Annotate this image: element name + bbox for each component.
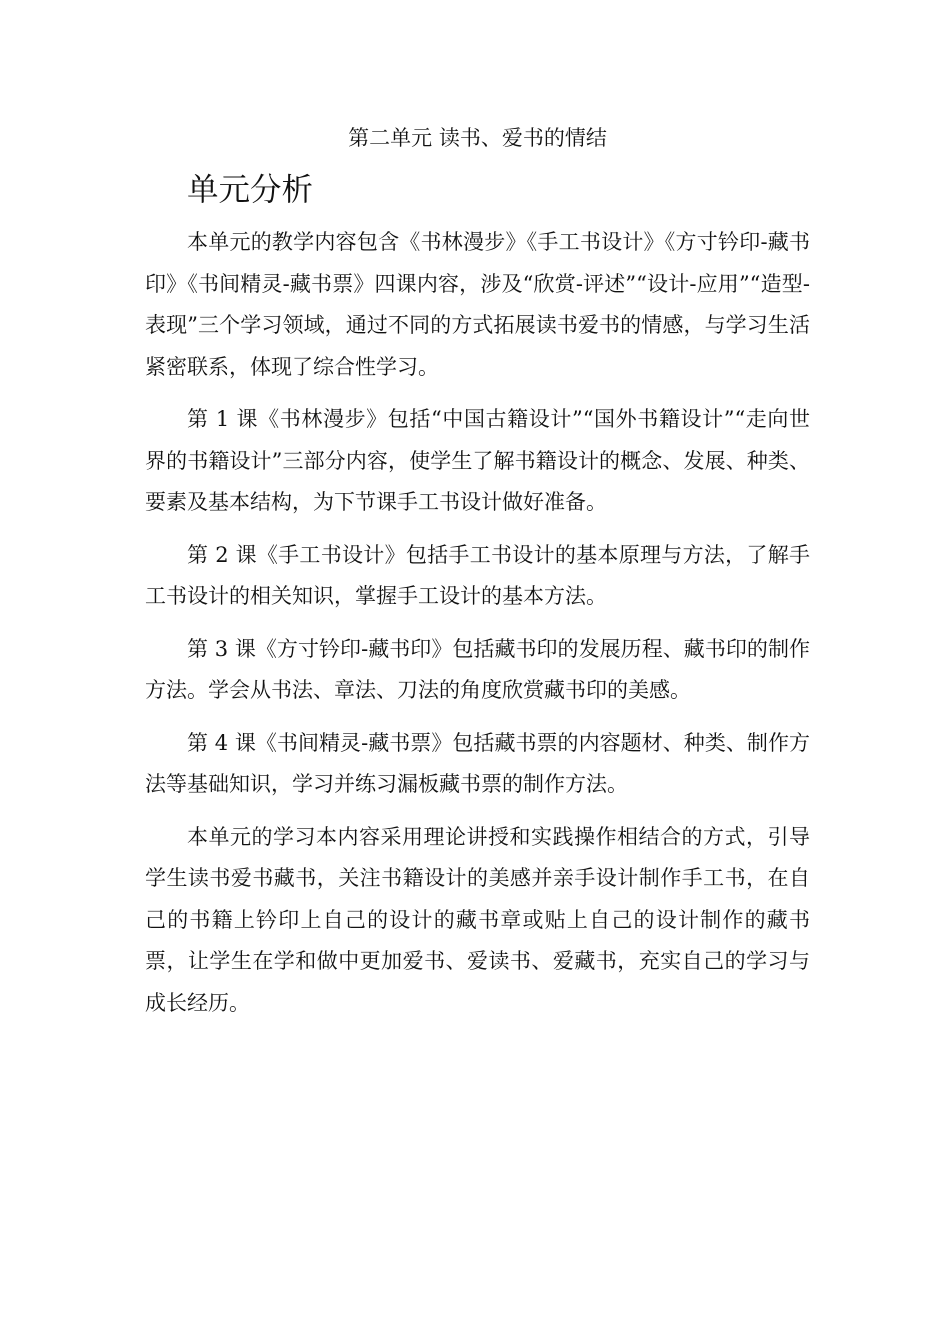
- paragraph-unit-method: 本单元的学习本内容采用理论讲授和实践操作相结合的方式，引导学生读书爱书藏书，关注书籍设计的美感并亲手设计制作手工书，在自己的书籍上钤印上自己的设计的藏书章或贴上自己的设计制作的藏书票，让学生在学和做中更加爱书、爱读书、爱藏书，充实自己的学习与成长经历。: [145, 824, 810, 1015]
- document-body: [145, 118, 810, 1035]
- paragraph-unit-overview: 本单元的教学内容包含《书林漫步》《手工书设计》《方寸钤印-藏书印》《书间精灵-藏书票》四课内容，涉及“欣赏-评述”“设计-应用”“造型-表现”三个学习领域，通过不同的方式拓展读书爱书的情感，与学习生活紧密联系，体现了综合性学习。: [145, 230, 810, 379]
- paragraph-lesson-2: 第 2 课《手工书设计》包括手工书设计的基本原理与方法，了解手工书设计的相关知识，掌握手工设计的基本方法。: [145, 542, 810, 608]
- paragraph-lesson-1: 第 1 课《书林漫步》包括“中国古籍设计”“国外书籍设计”“走向世界的书籍设计”三部分内容，使学生了解书籍设计的概念、发展、种类、要素及基本结构，为下节课手工书设计做好准备。: [145, 407, 810, 514]
- paragraph-lesson-3: 第 3 课《方寸钤印-藏书印》包括藏书印的发展历程、藏书印的制作方法。学会从书法、章法、刀法的角度欣赏藏书印的美感。: [145, 636, 810, 702]
- paragraph-lesson-4: 第 4 课《书间精灵-藏书票》包括藏书票的内容题材、种类、制作方法等基础知识，学习并练习漏板藏书票的制作方法。: [145, 730, 810, 796]
- document-title: 第二单元 读书、爱书的情结: [348, 126, 607, 150]
- section-heading: 单元分析: [187, 171, 314, 208]
